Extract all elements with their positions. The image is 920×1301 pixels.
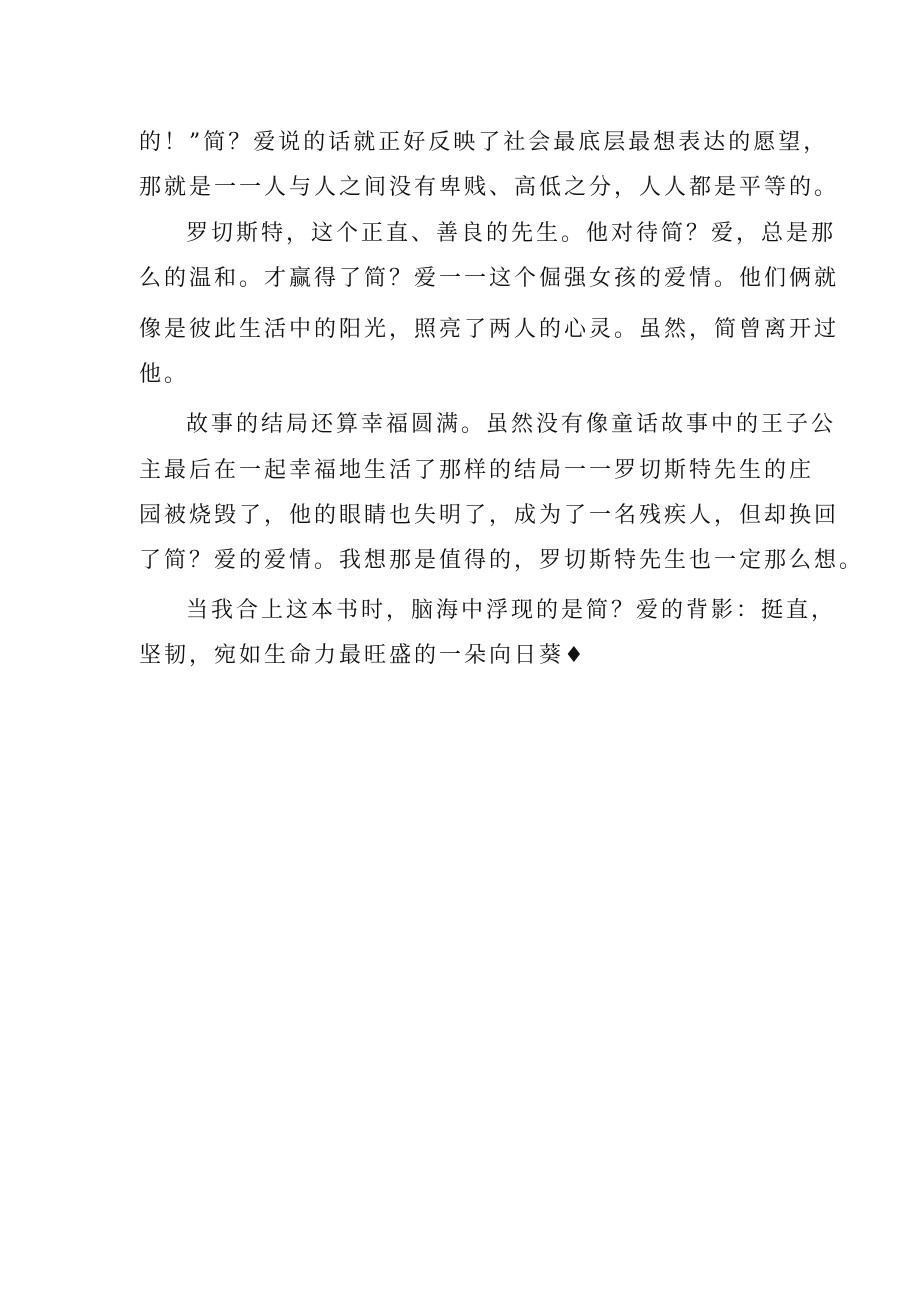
text-line: 了简？爱的爱情。我想那是值得的，罗切斯特先生也一定那么想。 — [139, 548, 865, 573]
text-line: 的！”简？爱说的话就正好反映了社会最底层最想表达的愿望， — [139, 130, 829, 155]
text-line: 他。 — [139, 362, 190, 387]
paragraph-first-line: 罗切斯特，这个正直、善良的先生。他对待简？爱，总是那 — [186, 221, 837, 246]
text-line: 像是彼此生活中的阳光，照亮了两人的心灵。虽然，简曾离开过 — [139, 317, 840, 342]
text-line: 园被烧毁了，他的眼睛也失明了，成为了一名残疾人，但却换回 — [139, 503, 840, 528]
text-line: 主最后在一起幸福地生活了那样的结局一一罗切斯特先生的庄 — [139, 458, 815, 483]
paragraph-first-line: 当我合上这本书时，脑海中浮现的是简？爱的背影：挺直， — [186, 598, 837, 623]
text-line: 么的温和。才赢得了简？爱一一这个倔强女孩的爱情。他们俩就 — [139, 266, 840, 291]
paragraph-first-line: 故事的结局还算幸福圆满。虽然没有像童话故事中的王子公 — [186, 412, 837, 437]
text-line: 坚韧，宛如生命力最旺盛的一朵向日葵♦ — [139, 643, 587, 668]
text-line: 那就是一一人与人之间没有卑贱、高低之分，人人都是平等的。 — [139, 175, 840, 200]
